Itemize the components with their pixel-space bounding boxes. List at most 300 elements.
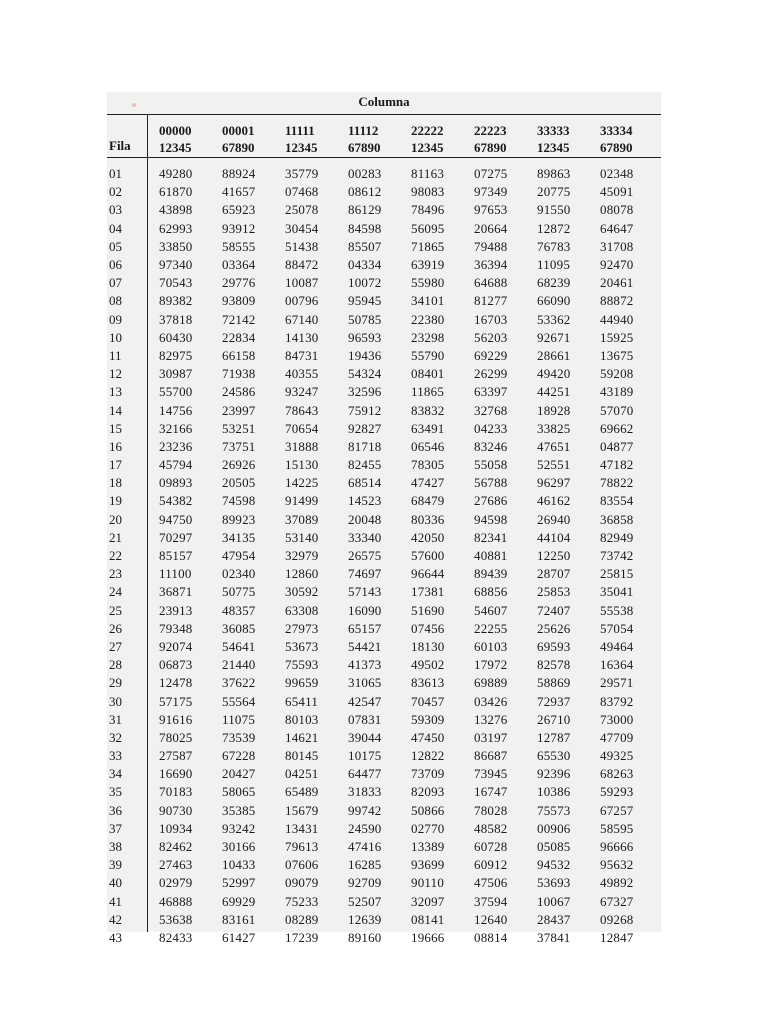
- table-cell: 32979: [285, 548, 319, 564]
- table-cell: 55564: [222, 693, 256, 709]
- row-number: 08: [109, 293, 122, 309]
- table-row: [107, 620, 661, 638]
- table-cell: 98083: [411, 184, 445, 200]
- column-header: [466, 122, 529, 156]
- table-cell: 82433: [159, 929, 193, 945]
- table-cell: 13431: [285, 820, 319, 836]
- column-headers: [151, 122, 655, 156]
- table-cell: 65411: [285, 693, 319, 709]
- column-header-bottom: 67890: [600, 140, 633, 155]
- table-cell: 60912: [474, 857, 508, 873]
- table-cell: 63397: [474, 384, 508, 400]
- table-row: [107, 838, 661, 856]
- table-cell: 22834: [222, 329, 256, 345]
- table-cell: 31065: [348, 675, 382, 691]
- table-cell: 04251: [285, 766, 319, 782]
- table-cell: 75573: [537, 802, 571, 818]
- table-cell: 58595: [600, 820, 634, 836]
- table-row: [107, 820, 661, 838]
- table-cell: 96644: [411, 566, 445, 582]
- table-cell: 72142: [222, 311, 256, 327]
- row-number: 17: [109, 457, 122, 473]
- table-cell: 11095: [537, 257, 571, 273]
- row-number: 01: [109, 166, 122, 182]
- row-number: 31: [109, 711, 122, 727]
- row-number: 05: [109, 238, 122, 254]
- table-cell: 13276: [474, 711, 508, 727]
- table-cell: 91550: [537, 202, 571, 218]
- table-cell: 20427: [222, 766, 256, 782]
- table-cell: 75593: [285, 657, 319, 673]
- table-cell: 61427: [222, 929, 256, 945]
- table-cell: 13675: [600, 347, 634, 363]
- table-cell: 96593: [348, 329, 382, 345]
- table-cell: 82578: [537, 657, 571, 673]
- table-cell: 80336: [411, 511, 445, 527]
- row-number: 43: [109, 929, 122, 945]
- table-cell: 10433: [222, 857, 256, 873]
- column-header: [151, 122, 214, 156]
- table-row: [107, 765, 661, 783]
- table-cell: 54382: [159, 493, 193, 509]
- table-row: [107, 656, 661, 674]
- table-cell: 40355: [285, 366, 319, 382]
- table-cell: 67327: [600, 893, 634, 909]
- table-cell: 49464: [600, 638, 634, 654]
- table-cell: 88924: [222, 166, 256, 182]
- table-cell: 13389: [411, 839, 445, 855]
- row-number: 34: [109, 766, 122, 782]
- table-cell: 81277: [474, 293, 508, 309]
- row-number: 27: [109, 638, 122, 654]
- table-cell: 94750: [159, 511, 193, 527]
- row-number: 38: [109, 839, 122, 855]
- table-row: [107, 456, 661, 474]
- row-number: 04: [109, 220, 122, 236]
- table-cell: 93699: [411, 857, 445, 873]
- row-number: 26: [109, 620, 122, 636]
- table-row: [107, 747, 661, 765]
- table-cell: 03197: [474, 729, 508, 745]
- column-header-top: 11112: [348, 123, 379, 138]
- row-number: 39: [109, 857, 122, 873]
- table-cell: 65489: [285, 784, 319, 800]
- table-cell: 12787: [537, 729, 571, 745]
- row-number: 18: [109, 475, 122, 491]
- table-cell: 71938: [222, 366, 256, 382]
- table-cell: 16703: [474, 311, 508, 327]
- table-cell: 90110: [411, 875, 445, 891]
- table-cell: 30592: [285, 584, 319, 600]
- table-cell: 34101: [411, 293, 445, 309]
- table-cell: 26940: [537, 511, 571, 527]
- table-cell: 00283: [348, 166, 382, 182]
- column-header-top: 22223: [474, 123, 507, 138]
- table-cell: 37818: [159, 311, 193, 327]
- table-cell: 36085: [222, 620, 256, 636]
- table-cell: 36394: [474, 257, 508, 273]
- table-cell: 08401: [411, 366, 445, 382]
- table-cell: 49280: [159, 166, 193, 182]
- table-cell: 17239: [285, 929, 319, 945]
- table-cell: 46888: [159, 893, 193, 909]
- row-number: 16: [109, 438, 122, 454]
- table-cell: 47506: [474, 875, 508, 891]
- table-row: [107, 529, 661, 547]
- table-row: [107, 238, 661, 256]
- table-cell: 69929: [222, 893, 256, 909]
- table-cell: 82341: [474, 529, 508, 545]
- table-cell: 32097: [411, 893, 445, 909]
- table-cell: 23913: [159, 602, 193, 618]
- table-row: [107, 292, 661, 310]
- table-cell: 79488: [474, 238, 508, 254]
- table-cell: 79613: [285, 839, 319, 855]
- table-cell: 60103: [474, 638, 508, 654]
- table-cell: 15925: [600, 329, 634, 345]
- row-number: 33: [109, 748, 122, 764]
- table-cell: 25078: [285, 202, 319, 218]
- table-cell: 83832: [411, 402, 445, 418]
- table-row: [107, 729, 661, 747]
- table-cell: 86687: [474, 748, 508, 764]
- table-cell: 70654: [285, 420, 319, 436]
- table-row: [107, 874, 661, 892]
- table-cell: 37594: [474, 893, 508, 909]
- table-cell: 73539: [222, 729, 256, 745]
- table-row: [107, 311, 661, 329]
- table-cell: 14225: [285, 475, 319, 491]
- table-body: [107, 165, 661, 947]
- row-number: 41: [109, 893, 122, 909]
- table-cell: 83161: [222, 911, 256, 927]
- row-number: 06: [109, 257, 122, 273]
- table-cell: 89923: [222, 511, 256, 527]
- table-cell: 19436: [348, 347, 382, 363]
- table-cell: 69889: [474, 675, 508, 691]
- table-cell: 44251: [537, 384, 571, 400]
- table-row: [107, 401, 661, 419]
- table-cell: 12250: [537, 548, 571, 564]
- table-cell: 28661: [537, 347, 571, 363]
- table-cell: 62993: [159, 220, 193, 236]
- table-cell: 67140: [285, 311, 319, 327]
- table-cell: 60728: [474, 839, 508, 855]
- column-header-top: 00001: [222, 123, 255, 138]
- row-number: 25: [109, 602, 122, 618]
- table-cell: 73709: [411, 766, 445, 782]
- table-row: [107, 638, 661, 656]
- table-cell: 68479: [411, 493, 445, 509]
- table-cell: 47427: [411, 475, 445, 491]
- table-cell: 00906: [537, 820, 571, 836]
- table-cell: 54641: [222, 638, 256, 654]
- table-cell: 25815: [600, 566, 634, 582]
- column-header-bottom: 12345: [537, 140, 570, 155]
- table-cell: 49420: [537, 366, 571, 382]
- row-number: 12: [109, 366, 122, 382]
- table-cell: 09079: [285, 875, 319, 891]
- table-cell: 28707: [537, 566, 571, 582]
- table-cell: 56788: [474, 475, 508, 491]
- table-cell: 92709: [348, 875, 382, 891]
- table-cell: 02979: [159, 875, 193, 891]
- table-row: [107, 692, 661, 710]
- table-cell: 92074: [159, 638, 193, 654]
- table-cell: 04877: [600, 438, 634, 454]
- table-cell: 78822: [600, 475, 634, 491]
- table-cell: 21440: [222, 657, 256, 673]
- table-cell: 83792: [600, 693, 634, 709]
- table-cell: 29776: [222, 275, 256, 291]
- table-cell: 37622: [222, 675, 256, 691]
- table-cell: 94532: [537, 857, 571, 873]
- row-number: 23: [109, 566, 122, 582]
- table-cell: 31888: [285, 438, 319, 454]
- table-cell: 71865: [411, 238, 445, 254]
- table-cell: 22380: [411, 311, 445, 327]
- table-cell: 75912: [348, 402, 382, 418]
- table-cell: 30166: [222, 839, 256, 855]
- table-cell: 28437: [537, 911, 571, 927]
- row-number: 10: [109, 329, 122, 345]
- table-cell: 82975: [159, 347, 193, 363]
- table-cell: 25626: [537, 620, 571, 636]
- table-cell: 23236: [159, 438, 193, 454]
- table-row: [107, 492, 661, 510]
- table-row: [107, 347, 661, 365]
- table-cell: 08078: [600, 202, 634, 218]
- table-cell: 85157: [159, 548, 193, 564]
- table-cell: 67257: [600, 802, 634, 818]
- table-cell: 08814: [474, 929, 508, 945]
- table-row: [107, 329, 661, 347]
- table-cell: 56095: [411, 220, 445, 236]
- table-cell: 54607: [474, 602, 508, 618]
- table-cell: 99659: [285, 675, 319, 691]
- table-cell: 64647: [600, 220, 634, 236]
- table-cell: 32596: [348, 384, 382, 400]
- table-cell: 15130: [285, 457, 319, 473]
- table-cell: 34135: [222, 529, 256, 545]
- table-cell: 53693: [537, 875, 571, 891]
- table-cell: 37089: [285, 511, 319, 527]
- table-cell: 83554: [600, 493, 634, 509]
- table-cell: 15679: [285, 802, 319, 818]
- table-cell: 49502: [411, 657, 445, 673]
- table-cell: 47182: [600, 457, 634, 473]
- table-cell: 89160: [348, 929, 382, 945]
- table-cell: 33340: [348, 529, 382, 545]
- table-cell: 59293: [600, 784, 634, 800]
- table-cell: 19666: [411, 929, 445, 945]
- table-row: [107, 165, 661, 183]
- table-cell: 18928: [537, 402, 571, 418]
- row-number: 28: [109, 657, 122, 673]
- table-cell: 97349: [474, 184, 508, 200]
- table-cell: 24586: [222, 384, 256, 400]
- table-cell: 63308: [285, 602, 319, 618]
- table-cell: 58065: [222, 784, 256, 800]
- table-cell: 83246: [474, 438, 508, 454]
- table-cell: 18130: [411, 638, 445, 654]
- table-cell: 20664: [474, 220, 508, 236]
- table-cell: 82949: [600, 529, 634, 545]
- table-cell: 68514: [348, 475, 382, 491]
- table-cell: 47709: [600, 729, 634, 745]
- table-cell: 12847: [600, 929, 634, 945]
- row-number: 11: [109, 347, 122, 363]
- table-cell: 07606: [285, 857, 319, 873]
- table-cell: 53362: [537, 311, 571, 327]
- table-cell: 82455: [348, 457, 382, 473]
- table-cell: 24590: [348, 820, 382, 836]
- table-cell: 53638: [159, 911, 193, 927]
- table-row: [107, 220, 661, 238]
- table-row: [107, 201, 661, 219]
- table-cell: 03364: [222, 257, 256, 273]
- table-cell: 14523: [348, 493, 382, 509]
- table-row: [107, 474, 661, 492]
- table-cell: 09268: [600, 911, 634, 927]
- table-cell: 50785: [348, 311, 382, 327]
- row-number: 20: [109, 511, 122, 527]
- table-cell: 31708: [600, 238, 634, 254]
- column-header-bottom: 67890: [348, 140, 381, 155]
- table-cell: 32166: [159, 420, 193, 436]
- table-row: [107, 565, 661, 583]
- table-cell: 74697: [348, 566, 382, 582]
- table-cell: 44104: [537, 529, 571, 545]
- table-cell: 94598: [474, 511, 508, 527]
- table-row: [107, 547, 661, 565]
- table-cell: 08612: [348, 184, 382, 200]
- table-cell: 58869: [537, 675, 571, 691]
- table-cell: 44940: [600, 311, 634, 327]
- table-row: [107, 383, 661, 401]
- table-cell: 35041: [600, 584, 634, 600]
- table-cell: 63919: [411, 257, 445, 273]
- table-cell: 11100: [159, 566, 192, 582]
- top-rule: [107, 114, 661, 115]
- row-header-label: Fila: [109, 138, 131, 153]
- table-cell: 26710: [537, 711, 571, 727]
- table-cell: 51438: [285, 238, 319, 254]
- table-cell: 53673: [285, 638, 319, 654]
- table-row: [107, 183, 661, 201]
- header-rule: [107, 157, 661, 158]
- column-header-top: 33333: [537, 123, 570, 138]
- table-cell: 10087: [285, 275, 319, 291]
- table-cell: 10072: [348, 275, 382, 291]
- row-number: 02: [109, 184, 122, 200]
- table-cell: 02770: [411, 820, 445, 836]
- table-cell: 14756: [159, 402, 193, 418]
- table-cell: 36858: [600, 511, 634, 527]
- table-cell: 08141: [411, 911, 445, 927]
- table-cell: 96666: [600, 839, 634, 855]
- table-cell: 12860: [285, 566, 319, 582]
- table-row: [107, 911, 661, 929]
- row-number: 19: [109, 493, 122, 509]
- table-cell: 52551: [537, 457, 571, 473]
- table-cell: 12872: [537, 220, 571, 236]
- table-cell: 60430: [159, 329, 193, 345]
- table-cell: 70543: [159, 275, 193, 291]
- table-cell: 04334: [348, 257, 382, 273]
- table-cell: 41373: [348, 657, 382, 673]
- table-cell: 95632: [600, 857, 634, 873]
- table-cell: 55058: [474, 457, 508, 473]
- table-row: [107, 802, 661, 820]
- table-cell: 91499: [285, 493, 319, 509]
- table-cell: 65923: [222, 202, 256, 218]
- table-cell: 02340: [222, 566, 256, 582]
- table-cell: 63491: [411, 420, 445, 436]
- table-title: Columna: [358, 94, 410, 109]
- table-cell: 48357: [222, 602, 256, 618]
- table-cell: 16090: [348, 602, 382, 618]
- table-cell: 92470: [600, 257, 634, 273]
- table-cell: 88872: [600, 293, 634, 309]
- table-cell: 43898: [159, 202, 193, 218]
- table-cell: 57175: [159, 693, 193, 709]
- table-cell: 06546: [411, 438, 445, 454]
- table-row: [107, 929, 661, 947]
- table-cell: 40881: [474, 548, 508, 564]
- table-cell: 96297: [537, 475, 571, 491]
- table-cell: 83613: [411, 675, 445, 691]
- table-cell: 97653: [474, 202, 508, 218]
- table-cell: 67228: [222, 748, 256, 764]
- table-cell: 69593: [537, 638, 571, 654]
- table-cell: 33850: [159, 238, 193, 254]
- table-cell: 68263: [600, 766, 634, 782]
- table-row: [107, 365, 661, 383]
- row-number: 09: [109, 311, 122, 327]
- table-cell: 66158: [222, 347, 256, 363]
- table-cell: 10067: [537, 893, 571, 909]
- table-cell: 92396: [537, 766, 571, 782]
- table-cell: 70457: [411, 693, 445, 709]
- table-cell: 45091: [600, 184, 634, 200]
- table-cell: 50866: [411, 802, 445, 818]
- table-cell: 86129: [348, 202, 382, 218]
- table-cell: 16364: [600, 657, 634, 673]
- table-cell: 32768: [474, 402, 508, 418]
- table-cell: 52997: [222, 875, 256, 891]
- table-cell: 29571: [600, 675, 634, 691]
- row-number: 32: [109, 729, 122, 745]
- table-cell: 79348: [159, 620, 193, 636]
- table-cell: 04233: [474, 420, 508, 436]
- table-cell: 53140: [285, 529, 319, 545]
- table-cell: 14130: [285, 329, 319, 345]
- table-row: [107, 420, 661, 438]
- table-row: [107, 602, 661, 620]
- table-cell: 80145: [285, 748, 319, 764]
- table-row: [107, 711, 661, 729]
- table-cell: 50775: [222, 584, 256, 600]
- row-number: 42: [109, 911, 122, 927]
- table-cell: 27686: [474, 493, 508, 509]
- table-cell: 78025: [159, 729, 193, 745]
- table-cell: 55700: [159, 384, 193, 400]
- table-cell: 16285: [348, 857, 382, 873]
- table-cell: 54421: [348, 638, 382, 654]
- table-row: [107, 256, 661, 274]
- row-number: 35: [109, 784, 122, 800]
